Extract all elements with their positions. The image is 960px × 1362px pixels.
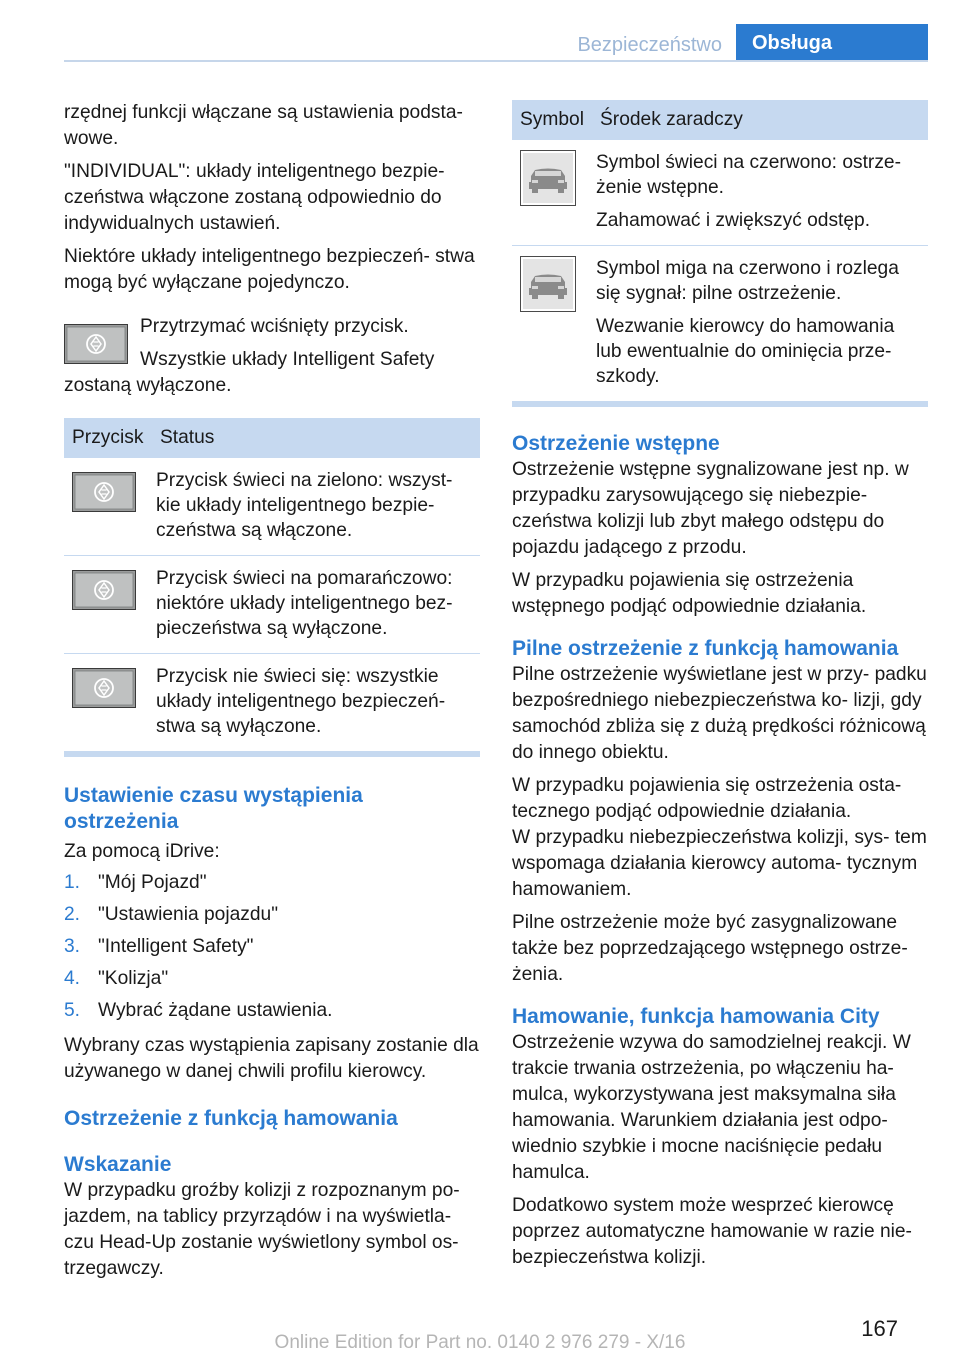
table-end-bar (64, 752, 480, 757)
step-text: "Kolizja" (98, 968, 169, 989)
page-number: 167 (861, 1316, 898, 1341)
list-item (64, 963, 480, 995)
intro-paragraph-1: rzędnej funkcji włączane są ustawienia podsta- wowe. (64, 102, 463, 149)
list-item (64, 931, 480, 963)
hold-button-instruction (64, 314, 480, 400)
table-row (64, 458, 480, 556)
intro-paragraph-2: "INDIVIDUAL": układy inteligentnego bezpie- czeństwa włączone zostaną odpowiednio do indywidualnych ustawień. (64, 161, 445, 234)
table-row (512, 140, 928, 246)
header-section-title: Bezpieczeństwo (577, 34, 722, 56)
safety-button-orange-icon (72, 570, 136, 610)
column-header-remedy: Środek zaradczy (592, 100, 928, 140)
step-text: "Mój Pojazd" (98, 872, 207, 893)
button-icon-cell (64, 654, 152, 752)
column-header-status: Status (152, 418, 480, 458)
timing-note: Wybrany czas wystąpienia zapisany zostanie dla używanego w danej chwili profilu kierowcy. (64, 1035, 479, 1082)
edition-note: Online Edition for Part no. 0140 2 976 279 - X/16 (274, 1332, 686, 1353)
urgent-warning-text-1: Pilne ostrzeżenie wyświetlane jest w przy- padku bezpośredniego niebezpieczeństwa ko- lizji, gdy samochód zbliża się z dużą prędkości różnicową do innego obiektu. (512, 664, 927, 763)
remedy-action: Wezwanie kierowcy do hamowania lub ewentualnie do ominięcia prze- szkody. (596, 316, 895, 387)
list-item (64, 995, 480, 1027)
hold-button-line2: Wszystkie układy Intelligent Safety zostaną wyłączone. (64, 349, 435, 396)
step-number: 3. (64, 936, 81, 957)
symbol-remedy-table (512, 100, 928, 402)
timing-heading: Ustawienie czasu wystąpienia ostrzeżenia (64, 784, 363, 833)
pre-warning-text-2: W przypadku pojawienia się ostrzeżenia wstępnego podjąć odpowiednie działania. (512, 570, 867, 617)
intro-paragraph-3: Niektóre układy inteligentnego bezpieczeń- stwa mogą być wyłączane pojedynczo. (64, 246, 475, 293)
remedy-cell (592, 246, 928, 402)
left-column (64, 100, 480, 1289)
status-text: Przycisk świeci na pomarańczowo: niektóre układy inteligentnego bez- pieczeństwa są wyłączone. (152, 556, 480, 654)
table-row (64, 654, 480, 752)
brake-warning-heading: Ostrzeżenie z funkcją hamowania (64, 1107, 398, 1130)
safety-button-green-icon (72, 472, 136, 512)
step-number: 1. (64, 872, 81, 893)
indication-text: W przypadku groźby kolizji z rozpoznanym po- jazdem, na tablicy przyrządów i na wyświetla- czu Head-Up zostanie wyświetlony symbol os- trzegawczy. (64, 1180, 460, 1279)
table-row (64, 556, 480, 654)
step-text: "Ustawienia pojazdu" (98, 904, 279, 925)
timing-intro: Za pomocą iDrive: (64, 841, 220, 862)
remedy-action: Zahamować i zwiększyć odstęp. (596, 210, 871, 231)
step-number: 5. (64, 1000, 81, 1021)
car-warning-red-icon (520, 150, 576, 206)
status-text: Przycisk nie świeci się: wszystkie układy inteligentnego bezpieczeń- stwa są wyłączone. (152, 654, 480, 752)
hold-button-line1: Przytrzymać wciśnięty przycisk. (140, 316, 409, 337)
list-item (64, 867, 480, 899)
urgent-warning-text-2a: W przypadku pojawienia się ostrzeżenia osta- tecznego podjąć odpowiednie działania. (512, 775, 902, 822)
step-text: Wybrać żądane ustawienia. (98, 1000, 333, 1021)
city-brake-text-1: Ostrzeżenie wzywa do samodzielnej reakcji. W trakcie trwania ostrzeżenia, po włączeniu ha- mulca, wykorzystywana jest maksymalna siła hamowania. Warunkiem działania jest odpo- wiednio szybkie i mocne naciśnięcie pedału hamulca. (512, 1032, 911, 1183)
intelligent-safety-button-icon (64, 324, 128, 364)
indication-heading: Wskazanie (64, 1153, 172, 1176)
car-warning-flashing-icon (520, 256, 576, 312)
city-brake-heading: Hamowanie, funkcja hamowania City (512, 1005, 880, 1028)
step-text: "Intelligent Safety" (98, 936, 254, 957)
safety-button-off-icon (72, 668, 136, 708)
pre-warning-text-1: Ostrzeżenie wstępne sygnalizowane jest np. w przypadku zarysowującego się niebezpie- czeństwa kolizji lub zbyt małego odstępu do pojazdu jadącego z przodu. (512, 459, 909, 558)
remedy-text: Symbol świeci na czerwono: ostrze- żenie wstępne. (596, 152, 901, 198)
urgent-warning-text-3: Pilne ostrzeżenie może być zasygnalizowane także bez poprzedzającego wstępnego ostrze- żenia. (512, 912, 908, 985)
footer (0, 1330, 960, 1362)
urgent-warning-heading: Pilne ostrzeżenie z funkcją hamowania (512, 637, 899, 660)
button-status-table (64, 418, 480, 752)
pre-warning-heading: Ostrzeżenie wstępne (512, 432, 720, 455)
step-number: 4. (64, 968, 81, 989)
status-text: Przycisk świeci na zielono: wszyst- kie układy inteligentnego bezpie- czeństwa są włączone. (152, 458, 480, 556)
step-number: 2. (64, 904, 81, 925)
idrive-steps (64, 867, 480, 1027)
column-header-button: Przycisk (64, 418, 152, 458)
symbol-cell (512, 140, 592, 246)
symbol-cell (512, 246, 592, 402)
column-header-symbol: Symbol (512, 100, 592, 140)
city-brake-text-2: Dodatkowo system może wesprzeć kierowcę poprzez automatyczne hamowanie w razie nie- bezpieczeństwa kolizji. (512, 1195, 912, 1268)
table-end-bar (512, 402, 928, 407)
urgent-warning-text-2b: W przypadku niebezpieczeństwa kolizji, sys- tem wspomaga działania kierowcy automa- tycznym hamowaniem. (512, 827, 927, 900)
header-chapter-tab: Obsługa (736, 24, 928, 62)
button-icon-cell (64, 458, 152, 556)
right-column (512, 100, 928, 1278)
remedy-cell (592, 140, 928, 246)
button-icon-cell (64, 556, 152, 654)
remedy-text: Symbol miga na czerwono i rozlega się sygnał: pilne ostrzeżenie. (596, 258, 899, 304)
list-item (64, 899, 480, 931)
table-row (512, 246, 928, 402)
header-divider (64, 60, 928, 62)
